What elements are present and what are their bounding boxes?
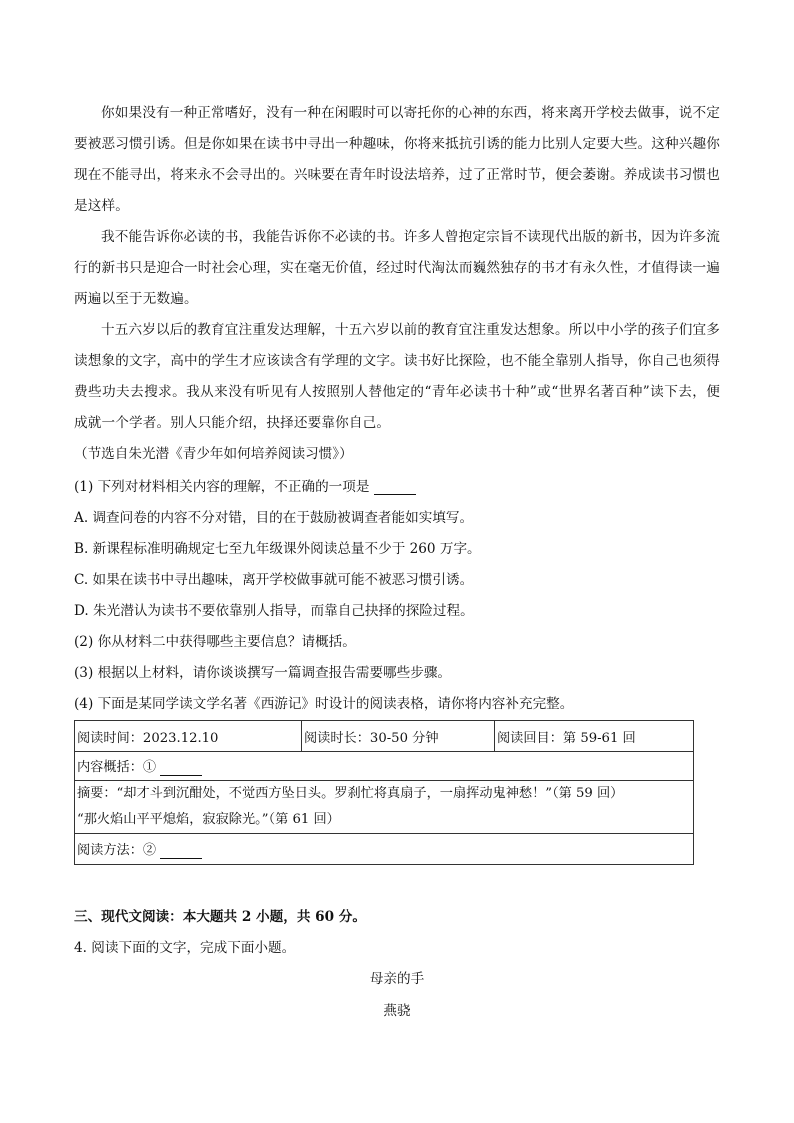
reading-time-cell: 阅读时间：2023.12.10	[75, 721, 302, 752]
question-1-stem: (1) 下列对材料相关内容的理解，不正确的一项是	[74, 479, 370, 495]
reading-table	[74, 720, 694, 865]
paragraph-education-stages: 十五六岁以后的教育宜注重发达理解，十五六岁以前的教育宜注重发达想象。所以中小学的孩子们宜多读想象的文字，高中的学生才应该读含有学理的文字。读书好比探险，也不能全靠别人指导，你自己也须得费些功夫去搜求。我从来没有听见有人按照别人替他定的“青年必读书十种”或“世界名著百种”读下去，便成就一个学者。别人只能介绍，抉择还要靠你自己。	[74, 322, 720, 431]
paragraph-interest: 你如果没有一种正常嗜好，没有一种在闲暇时可以寄托你的心神的东西，将来离开学校去做事，说不定要被恶习惯引诱。但是你如果在读书中寻出一种趣味，你将来抵抗引诱的能力比别人定要大些。这种兴趣你现在不能寻出，将来永不会寻出的。兴味要在青年时设法培养，过了正常时节，便会萎谢。养成读书习惯也是这样。	[74, 105, 720, 214]
reading-chapters-cell: 阅读回目：第 59-61 回	[495, 721, 694, 752]
reading-table-row	[75, 781, 694, 834]
summary-label: 内容概括：①	[77, 760, 157, 775]
method-label: 阅读方法：②	[77, 843, 157, 858]
article-title: 母亲的手	[369, 971, 425, 987]
section-heading: 三、现代文阅读：本大题共 2 小题，共 60 分。	[74, 909, 366, 925]
source-note: （节选自朱光潜《青少年如何培养阅读习惯》）	[74, 446, 353, 462]
reading-table-row	[75, 752, 694, 781]
option-b: B. 新课程标准明确规定七至九年级课外阅读总量不少于 260 万字。	[74, 541, 481, 557]
reading-table-row	[75, 834, 694, 865]
summary-answer-blank[interactable]	[160, 761, 202, 776]
question-2: (2) 你从材料二中获得哪些主要信息？请概括。	[74, 634, 356, 650]
question-4-main: 4. 阅读下面的文字，完成下面小题。	[74, 940, 296, 956]
reading-duration-cell: 阅读时长：30-50 分钟	[302, 721, 495, 752]
reading-table-row	[75, 721, 694, 752]
summary-cell	[75, 752, 694, 781]
option-a: A. 调查问卷的内容不分对错，目的在于鼓励被调查者能如实填写。	[74, 510, 474, 526]
answer-blank[interactable]	[374, 480, 416, 495]
question-3: (3) 根据以上材料，请你谈谈撰写一篇调查报告需要哪些步骤。	[74, 665, 452, 681]
question-4: (4) 下面是某同学读文学名著《西游记》时设计的阅读表格，请你将内容补充完整。	[74, 696, 574, 712]
excerpt-cell	[75, 781, 694, 834]
method-answer-blank[interactable]	[160, 844, 202, 859]
question-1	[74, 477, 416, 497]
paragraph-unnecessary-books: 我不能告诉你必读的书，我能告诉你不必读的书。许多人曾抱定宗旨不读现代出版的新书，因为许多流行的新书只是迎合一时社会心理，实在毫无价值，经过时代淘汰而巍然独存的书才有永久性，才值得读一遍两遍以至于无数遍。	[74, 229, 720, 307]
excerpt-line-2: “那火焰山平平熄焰，寂寂除光。”（第 61 回）	[77, 812, 340, 827]
option-d: D. 朱光潜认为读书不要依靠别人指导，而靠自己抉择的探险过程。	[74, 603, 474, 619]
method-cell	[75, 834, 694, 865]
option-c: C. 如果在读书中寻出趣味，离开学校做事就可能不被恶习惯引诱。	[74, 572, 474, 588]
article-author: 燕骁	[383, 1003, 411, 1019]
excerpt-line-1: 摘要：“却才斗到沉酣处，不觉西方坠日头。罗刹忙将真扇子，一扇挥动鬼神愁！”（第 59 回）	[77, 786, 624, 801]
